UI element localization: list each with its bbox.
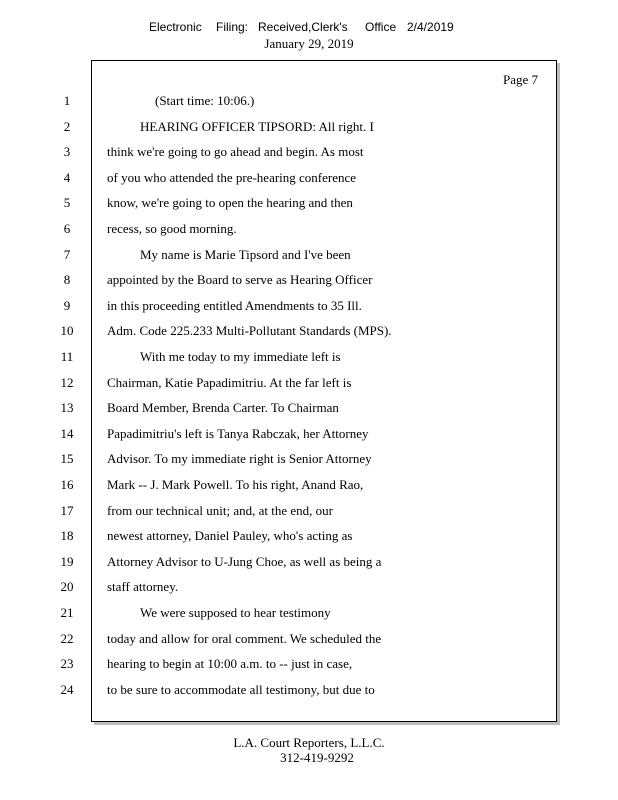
line-number: 17 — [60, 502, 74, 518]
stamp-office: Office — [365, 20, 397, 34]
line-text: in this proceeding entitled Amendments to 35 Ill. — [107, 297, 362, 313]
line-text: appointed by the Board to serve as Hearing Officer — [107, 272, 373, 288]
line-text: from our technical unit; and, at the end, our — [107, 502, 333, 518]
line-text: We were supposed to hear testimony — [140, 605, 331, 620]
transcript-line — [0, 270, 618, 290]
transcript-line — [0, 193, 618, 213]
line-number: 20 — [60, 579, 74, 595]
line-text: Advisor. To my immediate right is Senior Attorney — [107, 451, 372, 467]
transcript-line — [0, 449, 618, 469]
line-text: Attorney Advisor to U-Jung Choe, as well as being a — [107, 553, 382, 569]
line-number: 13 — [60, 400, 74, 416]
transcript-line — [0, 654, 618, 674]
transcript-line — [0, 526, 618, 546]
transcript-line — [0, 321, 618, 341]
footer-phone: 312-419-9292 — [280, 750, 354, 765]
line-text: of you who attended the pre-hearing conference — [107, 169, 357, 185]
line-text: Board Member, Brenda Carter. To Chairman — [107, 400, 339, 416]
transcript-line — [0, 577, 618, 597]
transcript-line — [0, 398, 618, 418]
line-number: 6 — [63, 221, 71, 236]
stamp-date: 2/4/2019 — [407, 20, 454, 34]
line-text: HEARING OFFICER TIPSORD: All right. I — [140, 118, 374, 134]
line-number: 16 — [60, 477, 74, 492]
line-text: With me today to my immediate left is — [140, 349, 341, 364]
line-number: 3 — [63, 144, 71, 160]
transcript-line — [0, 475, 618, 495]
line-text: (Start time: 10:06.) — [155, 93, 255, 108]
line-number: 9 — [63, 297, 71, 313]
transcript-line — [0, 424, 618, 444]
transcript-line — [0, 501, 618, 521]
footer-company: L.A. Court Reporters, L.L.C. — [233, 735, 385, 750]
line-text: Adm. Code 225.233 Multi-Pollutant Standards (MPS). — [107, 323, 392, 339]
line-text: think we're going to go ahead and begin. As most — [107, 144, 364, 160]
stamp-filing: Filing: — [216, 20, 249, 34]
line-text: Chairman, Katie Papadimitriu. At the far left is — [107, 374, 352, 390]
transcript-date: January 29, 2019 — [264, 36, 354, 51]
line-text: newest attorney, Daniel Pauley, who's acting as — [107, 528, 353, 544]
line-number: 22 — [60, 630, 74, 646]
transcript-line — [0, 219, 618, 239]
transcript-line — [0, 168, 618, 188]
line-text: staff attorney. — [107, 579, 179, 595]
line-number: 1 — [63, 93, 71, 108]
line-number: 11 — [60, 349, 74, 364]
transcript-line — [0, 552, 618, 572]
line-number: 24 — [60, 681, 74, 697]
line-text: recess, so good morning. — [107, 221, 237, 236]
filing-stamp — [0, 20, 618, 36]
line-number: 10 — [60, 323, 74, 339]
line-number: 19 — [60, 553, 74, 569]
line-text: to be sure to accommodate all testimony, but due to — [107, 681, 375, 697]
transcript-line — [0, 142, 618, 162]
line-text: hearing to begin at 10:00 a.m. to -- just in case, — [107, 656, 353, 672]
line-number: 14 — [60, 425, 74, 441]
line-number: 2 — [63, 118, 71, 134]
line-number: 15 — [60, 451, 74, 467]
line-number: 4 — [63, 169, 71, 185]
transcript-line — [0, 245, 618, 265]
transcript-line — [0, 603, 618, 623]
transcript-line — [0, 629, 618, 649]
transcript-line — [0, 117, 618, 137]
transcript-line — [0, 296, 618, 316]
line-text: My name is Marie Tipsord and I've been — [140, 246, 351, 262]
line-number: 7 — [63, 246, 71, 262]
transcript-line — [0, 347, 618, 367]
line-number: 23 — [60, 656, 74, 672]
line-text: Papadimitriu's left is Tanya Rabczak, her Attorney — [107, 425, 369, 441]
line-text: today and allow for oral comment. We scheduled the — [107, 630, 382, 646]
line-number: 5 — [63, 195, 71, 211]
line-number: 8 — [63, 272, 71, 288]
transcript-line — [0, 91, 618, 111]
stamp-electronic: Electronic — [149, 20, 202, 34]
transcript-line — [0, 373, 618, 393]
line-text: Mark -- J. Mark Powell. To his right, Anand Rao, — [107, 477, 364, 492]
line-number: 21 — [60, 605, 74, 620]
line-number: 18 — [60, 528, 74, 544]
transcript-line — [0, 680, 618, 700]
page-number: Page 7 — [502, 72, 538, 87]
stamp-received: Received,Clerk's — [258, 20, 348, 34]
line-number: 12 — [60, 374, 74, 390]
line-text: know, we're going to open the hearing and then — [107, 195, 353, 211]
